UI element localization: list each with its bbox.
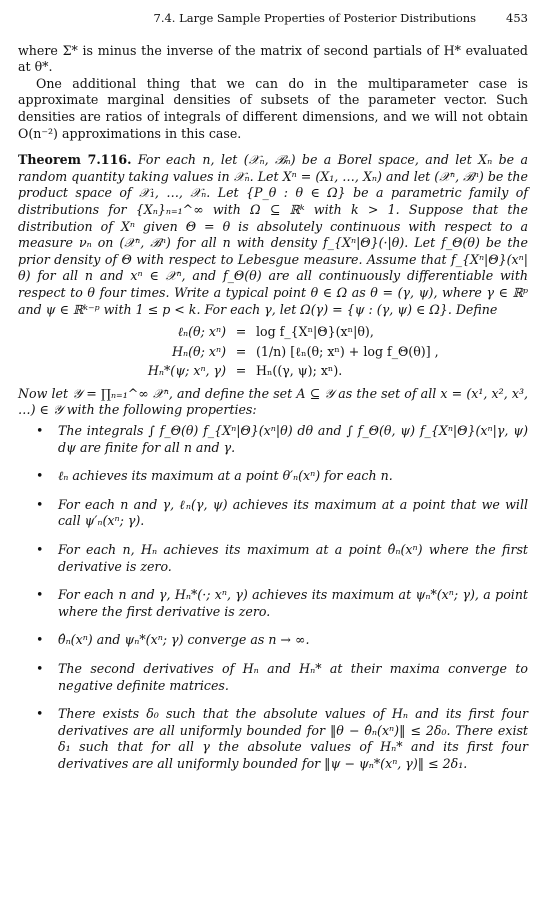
list-item xyxy=(18,587,528,620)
property-text: For each n, Hₙ achieves its maximum at a point θ̂ₙ(xⁿ) where the first derivative is zero. xyxy=(58,542,528,574)
equation-block xyxy=(18,324,528,380)
bullet-icon: • xyxy=(36,423,44,439)
property-text: There exists δ₀ such that the absolute values of Hₙ and its first four derivatives are all uniformly bounded for ‖θ − θ̂ₙ(xⁿ)‖ ≤ 2δ₀. There exist δ₁ such that for all γ the absolute values of Hₙ* and its first four derivatives are all uniformly bounded for ‖ψ − ψₙ*(xⁿ, γ)‖ ≤ 2δ₁. xyxy=(58,706,528,771)
bullet-icon: • xyxy=(36,542,44,558)
equation-op: = xyxy=(235,363,247,379)
bullet-icon: • xyxy=(36,661,44,676)
page-number: 453 xyxy=(506,11,528,25)
equation-rhs: (1/n) [ℓₙ(θ; xⁿ) + log f_Θ(θ)] , xyxy=(256,343,439,359)
list-item xyxy=(18,706,528,772)
equation-op: = xyxy=(235,343,247,359)
theorem-statement xyxy=(18,152,528,318)
property-text: ℓₙ achieves its maximum at a point θ′ₙ(xⁿ) for each n. xyxy=(58,468,393,484)
theorem-text: For each n, let (𝒳ₙ, ℬₙ) be a Borel space, and let Xₙ be a random quantity taking values in 𝒳ₙ. Let Xⁿ = (X₁, …, Xₙ) and let (𝒳ⁿ, ℬⁿ) be the product space of 𝒳₁, …, 𝒳ₙ. Let {P_θ : θ ∈ Ω} be a parametric family of distributions for {Xₙ}ₙ₌₁^∞ with Ω ⊆ ℝᵏ with k > 1. Suppose that the distribution of Xⁿ given Θ = θ is absolutely continuous with respect to a measure νₙ on (𝒳ⁿ, ℬⁿ) for all n with density f_{Xⁿ|Θ}(·|θ). Let f_Θ(θ) be the prior density of Θ with respect to Lebesgue measure. Assume that f_{Xⁿ|Θ}(xⁿ|θ) for all n and xⁿ ∈ 𝒳ⁿ, and f_Θ(θ) are all continuously differentiable with respect to θ four times. Write a typical point θ ∈ Ω as θ = (γ, ψ), where γ ∈ ℝᵖ and ψ ∈ ℝᵏ⁻ᵖ with 1 ≤ p < k. For each γ, let Ω(γ) = {ψ : (γ, ψ) ∈ Ω}. Define xyxy=(18,152,528,317)
list-item xyxy=(18,542,528,575)
section-title: 7.4. Large Sample Properties of Posterior Distributions xyxy=(153,11,477,25)
list-item xyxy=(18,661,528,694)
equation-lhs: ℓₙ(θ; xⁿ) xyxy=(177,324,226,340)
bullet-icon: • xyxy=(36,632,44,648)
property-text: For each n and γ, ℓₙ(γ, ψ) achieves its maximum at a point that we will call ψ′ₙ(xⁿ; γ). xyxy=(58,496,528,529)
equation-lhs: Hₙ(θ; xⁿ) xyxy=(172,343,226,359)
bullet-icon: • xyxy=(36,496,44,512)
equation-rhs: Hₙ((γ, ψ); xⁿ). xyxy=(256,363,343,379)
theorem-label: Theorem 7.116. xyxy=(18,152,132,168)
property-text: The second derivatives of Hₙ and Hₙ* at their maxima converge to negative definite matrices. xyxy=(58,661,528,693)
property-text: The integrals ∫ f_Θ(θ) f_{Xⁿ|Θ}(xⁿ|θ) dθ and ∫ f_Θ(θ, ψ) f_{Xⁿ|Θ}(xⁿ|γ, ψ) dψ are finite for all n and γ. xyxy=(58,423,528,455)
list-item xyxy=(18,468,528,485)
page xyxy=(18,10,528,785)
bullet-icon: • xyxy=(36,468,44,484)
paragraph: One additional thing that we can do in the multiparameter case is approximate marginal densities of subsets of the parameter vector. Such densities are ratios of integrals of different dimensions, and we will not obtain O(n⁻²) approximations in this case. xyxy=(18,75,528,141)
bullet-icon: • xyxy=(36,706,44,722)
running-header xyxy=(18,10,528,27)
equation-op: = xyxy=(235,324,247,340)
list-item xyxy=(18,632,528,649)
property-text: For each n and γ, Hₙ*(·; xⁿ, γ) achieves its maximum at ψₙ*(xⁿ; γ), a point where the first derivative is zero. xyxy=(58,587,528,619)
equation-rhs: log f_{Xⁿ|Θ}(xⁿ|θ), xyxy=(256,324,374,340)
list-item xyxy=(18,497,528,530)
theorem-continuation: Now let 𝒴 = ∏ₙ₌₁^∞ 𝒳ⁿ, and define the set A ⊆ 𝒴 as the set of all x = (x¹, x², x³, …) ∈ 𝒴 with the following properties: xyxy=(18,385,528,418)
paragraph: where Σ* is minus the inverse of the matrix of second partials of H* evaluated at θ*. xyxy=(18,42,528,75)
list-item xyxy=(18,423,528,456)
property-list xyxy=(18,423,528,773)
property-text: θ̂ₙ(xⁿ) and ψₙ*(xⁿ; γ) converge as n → ∞. xyxy=(58,632,310,648)
equation-lhs: Hₙ*(ψ; xⁿ, γ) xyxy=(147,363,226,379)
bullet-icon: • xyxy=(36,587,44,603)
